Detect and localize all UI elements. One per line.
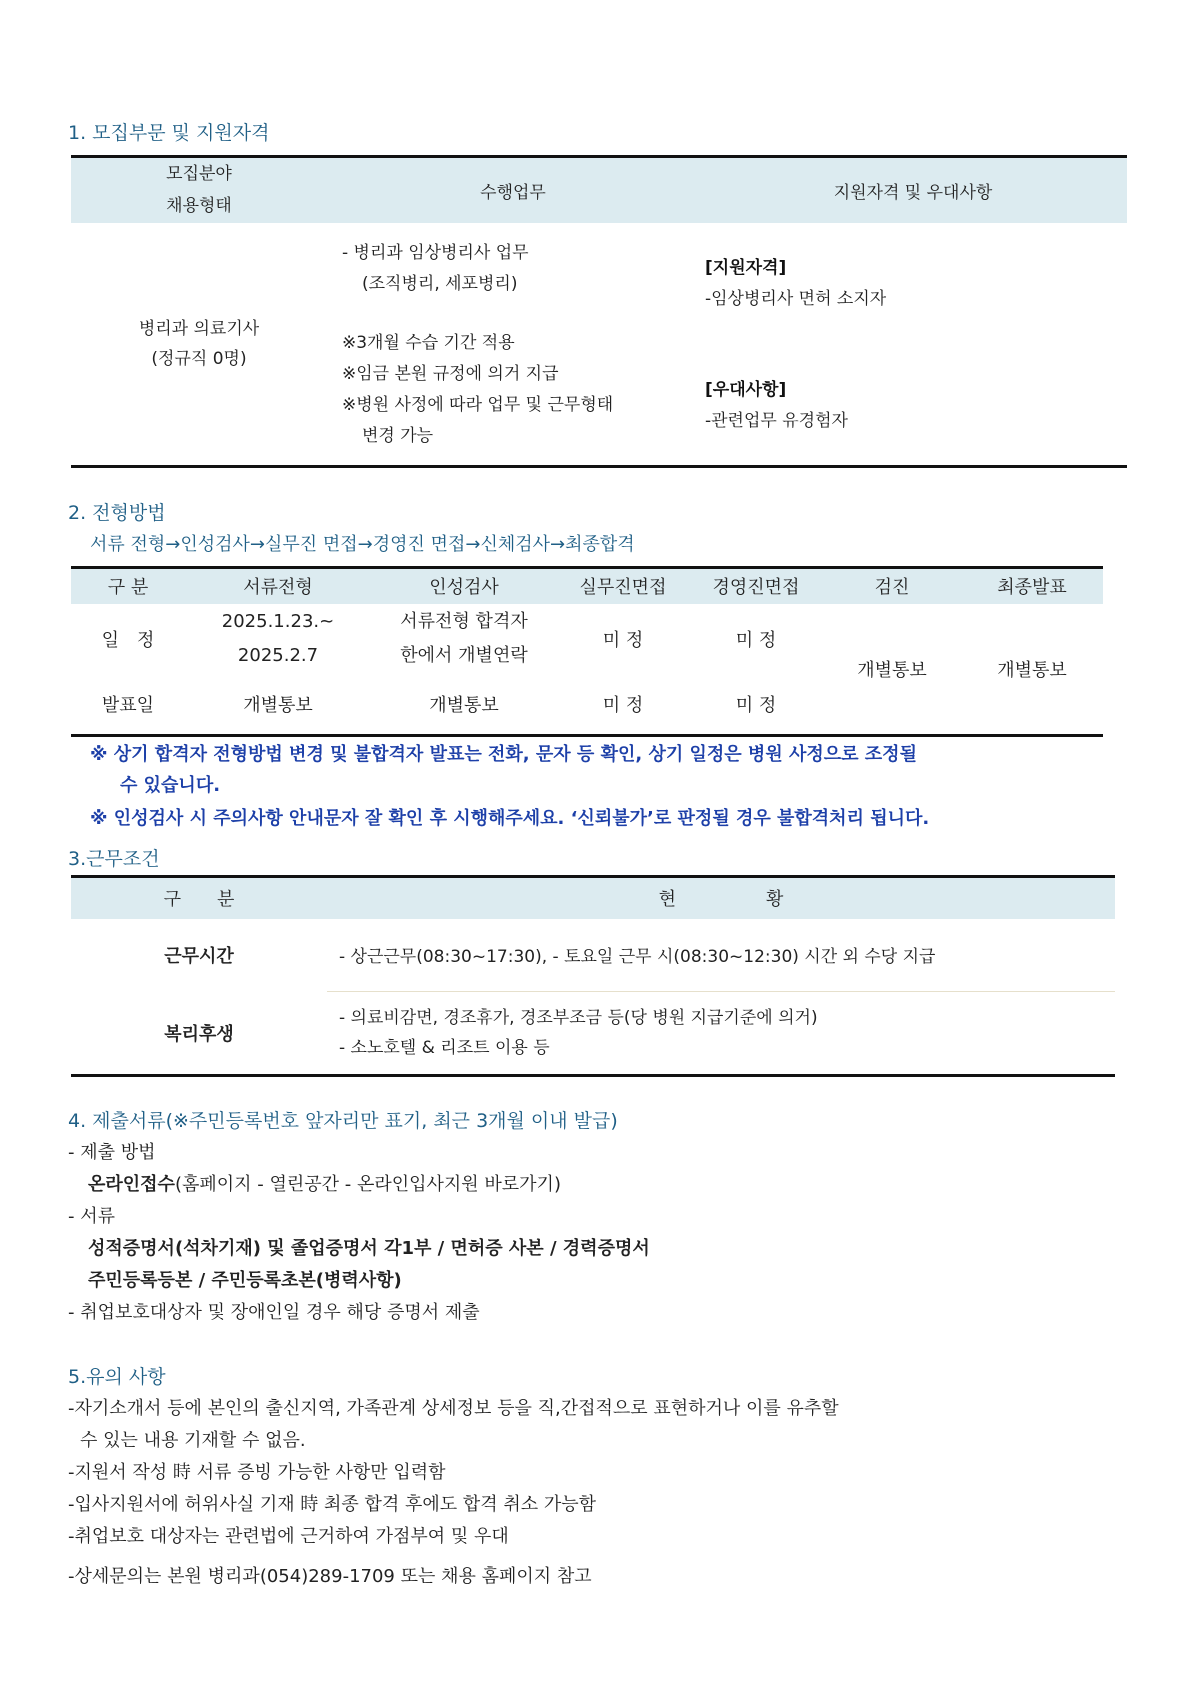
welfare-line: - 의료비감면, 경조휴가, 경조부조금 등(당 병원 지급기준에 의거) [339,1008,818,1028]
header-duties: 수행업무 [480,182,546,203]
interview2-announce: 미 정 [735,694,777,716]
section-5-title: 5.유의 사항 [68,1366,166,1388]
caution-line: -상세문의는 본원 병리과(054)289-1709 또는 채용 홈페이지 참고 [68,1566,592,1587]
duty-line: 변경 가능 [362,425,434,446]
duty-line: ※임금 본원 규정에 의거 지급 [342,363,559,384]
field-name: 병리과 의료기사 [138,318,260,339]
recruitment-table [71,155,1127,468]
duties-cell [327,223,699,467]
sched-header: 인성검사 [429,577,499,599]
section-4-title: 4. 제출서류(※주민등록번호 앞자리만 표기, 최근 3개월 이내 발급) [68,1110,618,1132]
duty-line: ※3개월 수습 기간 적용 [342,332,515,353]
sched-header: 실무진면접 [579,577,667,599]
doc-schedule-end: 2025.2.7 [237,644,319,666]
caution-line: -자기소개서 등에 본인의 출신지역, 가족관계 상세정보 등을 직,간접적으로 표현하거나 이를 유추할 [68,1398,839,1419]
caution-line: -입사지원서에 허위사실 기재 時 최종 합격 후에도 합격 취소 가능함 [68,1494,597,1515]
pref-text: -관련업무 유경험자 [705,410,848,431]
welfare-value [327,992,1115,1076]
doc-announce: 개별통보 [243,694,313,716]
method-bold: 온라인접수 [88,1174,175,1195]
duty-line: ※병원 사정에 따라 업무 및 근무형태 [342,394,614,415]
header-quals: 지원자격 및 우대사항 [833,182,993,203]
docs-line-1: 성적증명서(석차기재) 및 졸업증명서 각1부 / 면허증 사본 / 경력증명서 [88,1238,650,1259]
personality-line2: 한에서 개별연락 [400,644,528,666]
docs-line-2: 주민등록등본 / 주민등록초본(병력사항) [88,1270,402,1291]
interview1-schedule: 미 정 [602,629,644,651]
final-announce: 개별통보 [997,659,1067,681]
sched-header: 최종발표 [997,577,1067,599]
method-text [88,1170,561,1196]
row-label-schedule: 일 정 [101,629,155,651]
notice-1: ※ 상기 합격자 전형방법 변경 및 불합격자 발표는 전화, 문자 등 확인, 상기 일정은 병원 사정으로 조정될 [90,744,917,765]
sched-header: 검진 [874,577,910,599]
section-2-title: 2. 전형방법 [68,502,166,524]
interview2-schedule: 미 정 [735,629,777,651]
duty-line: - 병리과 임상병리사 업무 [342,242,529,263]
health-check: 개별통보 [857,659,927,681]
row-label-announce: 발표일 [101,694,155,716]
sched-header: 경영진면접 [712,577,800,599]
qual-heading: [지원자격] [705,257,787,278]
docs-label: - 서류 [68,1206,115,1227]
personality-line1: 서류전형 합격자 [400,610,528,632]
header-field [71,157,327,223]
pref-heading: [우대사항] [705,379,787,400]
section-3-title: 3.근무조건 [68,848,160,870]
welfare-line: - 소노호텔 & 리조트 이용 등 [339,1038,550,1058]
method-rest: (홈페이지 - 열린공간 - 온라인입사지원 바로가기) [174,1174,561,1195]
quals-cell [699,223,1127,467]
field-type: (정규직 0명) [151,348,247,369]
qual-text: -임상병리사 면허 소지자 [705,288,887,309]
schedule-table [71,566,1103,737]
header-category: 구 분 [163,889,235,911]
doc-schedule [185,604,371,674]
field-cell [71,223,327,467]
docs-extra: - 취업보호대상자 및 장애인일 경우 해당 증명서 제출 [68,1302,480,1323]
caution-line: 수 있는 내용 기재할 수 없음. [80,1430,306,1451]
work-conditions-table [71,875,1115,1077]
notice-2: ※ 인성검사 시 주의사항 안내문자 잘 확인 후 시행해주세요. ‘신뢰불가’로 판정될 경우 불합격처리 됩니다. [90,808,930,829]
header-field-line2: 채용형태 [166,196,232,217]
sched-header: 구 분 [107,577,149,599]
work-hours-label: 근무시간 [164,946,234,967]
caution-line: -취업보호 대상자는 관련법에 근거하여 가점부여 및 우대 [68,1526,509,1547]
sched-header: 서류전형 [243,577,313,599]
caution-line: -지원서 작성 時 서류 증빙 가능한 사항만 입력함 [68,1462,446,1483]
interview1-announce: 미 정 [602,694,644,716]
personality-announce: 개별통보 [429,694,499,716]
duty-line: (조직병리, 세포병리) [362,273,518,294]
work-hours-value: - 상근근무(08:30~17:30), - 토요일 근무 시(08:30~12:30) 시간 외 수당 지급 [327,919,1115,992]
header-status: 현 황 [658,889,784,911]
method-label: - 제출 방법 [68,1142,156,1163]
personality-schedule [371,604,557,674]
header-field-line1: 모집분야 [166,164,232,185]
selection-flow: 서류 전형→인성검사→실무진 면접→경영진 면접→신체검사→최종합격 [90,534,635,555]
notice-1-cont: 수 있습니다. [120,775,221,796]
welfare-label: 복리후생 [164,1023,234,1045]
section-1-title: 1. 모집부문 및 지원자격 [68,122,270,144]
doc-schedule-start: 2025.1.23.~ [221,610,335,632]
